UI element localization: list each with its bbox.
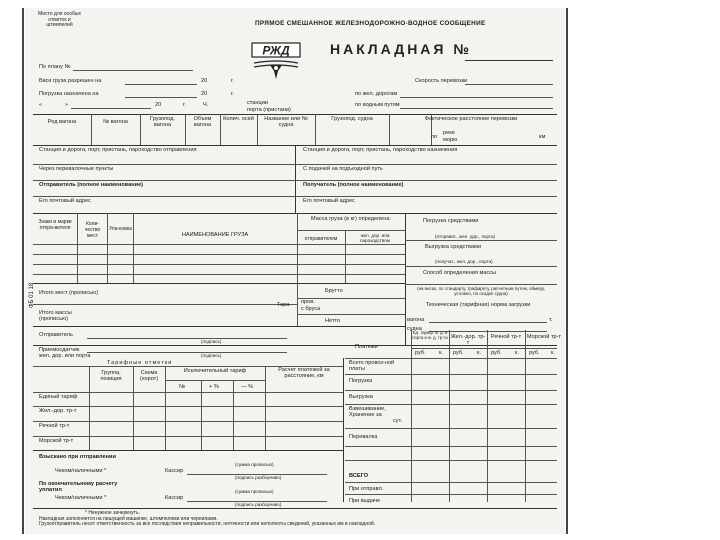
- sender-address: Его почтовый адрес: [39, 198, 91, 204]
- tariff-row-sea: Морской тр-т: [39, 438, 74, 444]
- tariff-col-div: [89, 366, 90, 450]
- tariff-col-div: [265, 366, 266, 450]
- tariff-marks-title: Тарифные отметки: [107, 360, 173, 366]
- cargo-row-line: [33, 264, 405, 265]
- receiver-label: Получатель (полное наименование): [303, 182, 404, 188]
- sender-label: Отправитель (полное наименование): [39, 182, 144, 188]
- transfer-points: Через перевалочные пункты: [39, 166, 114, 172]
- siding: С подачей на подъездной путь: [303, 166, 383, 172]
- wagon-norm-line: [429, 322, 547, 323]
- unloading-fee: Выгрузка: [349, 394, 373, 400]
- cargo-permitted-line: [125, 84, 197, 85]
- year-3: 20: [155, 102, 162, 108]
- tariff-pay-divider: [343, 358, 344, 502]
- corner-note: Место для особых отметок и штемпелей: [38, 11, 81, 29]
- cargo-col-div: [405, 213, 406, 345]
- header-vessel-name: Название или № судна: [264, 116, 308, 129]
- cargo-rows-bottom: [33, 283, 405, 284]
- cargo-header-bottom: [33, 244, 405, 245]
- route-bottom-line: [33, 213, 557, 214]
- tariff-col-div: [133, 366, 134, 450]
- wagon-col-div: [91, 114, 92, 145]
- pay-row-line: [345, 358, 557, 359]
- document-title: НАКЛАДНАЯ №: [330, 41, 472, 57]
- exc-tariff-line: [165, 380, 265, 381]
- pay-col-div: [487, 330, 488, 502]
- tech-norm: Техническая (тарифная) норма загрузки: [425, 302, 531, 308]
- tariff-row-line: [33, 392, 343, 393]
- col-unified-tariff: Ед. тариф. ж. д. и порта и ж. д. тр-та: [412, 330, 448, 340]
- tariff-col-div: [233, 380, 234, 450]
- final-payment: По окончательному расчету уплатил: [39, 481, 118, 494]
- loading-line: [405, 240, 557, 241]
- mass-sender: отправителем: [304, 236, 338, 242]
- year-1: 20: [201, 78, 208, 84]
- tariff-bottom: [33, 450, 343, 451]
- signature-hint-2: (подпись разборчиво): [235, 502, 282, 507]
- plus-pct-col: + %: [209, 384, 219, 390]
- rivers-label: реке: [443, 130, 455, 136]
- tare-line: [297, 314, 405, 315]
- tariff-row-line: [33, 406, 343, 407]
- receiver-sign: Приемосдатчик: [39, 347, 80, 353]
- route-divider: [295, 145, 296, 213]
- cargo-col-div: [345, 230, 346, 283]
- footnote-1: * Ненужное зачеркнуть.: [85, 510, 140, 516]
- loading-by-sub: (отправит., жел. дор., порта): [435, 234, 496, 239]
- year-suffix-2: г.: [231, 91, 234, 97]
- sea-label: морю: [443, 137, 458, 143]
- mass-rail: жел. дор. или пароходством: [360, 233, 390, 243]
- quote-open: «: [39, 102, 43, 108]
- pay-row-line: [345, 428, 557, 429]
- by-water-label: по водным путям: [355, 102, 400, 108]
- col-marks: Знаки и марки отпра-вителя: [38, 219, 72, 231]
- wagon-table-top: [33, 114, 557, 115]
- year-suffix-1: г.: [231, 78, 234, 84]
- date-line: [71, 108, 151, 109]
- gross: Брутто: [325, 288, 343, 294]
- rail-port-label: жел. дор. или порта: [39, 353, 91, 359]
- wagon-col-div: [257, 114, 258, 145]
- rzd-logo: [250, 41, 312, 83]
- col-pack: Упа-ковка: [109, 226, 132, 232]
- rub-label: руб.: [491, 350, 502, 356]
- kop-label: к.: [515, 350, 520, 356]
- grand-total: ВСЕГО: [349, 473, 369, 479]
- totals-row-line: [33, 304, 297, 305]
- loading-assigned-label: Погрузка назначена на: [39, 91, 99, 97]
- form-code-stamp: ФБ 01 18: [29, 282, 35, 308]
- kop-label: к.: [477, 350, 482, 356]
- refund-sending: Взыскано при отправлении: [39, 454, 116, 460]
- col-rail-transit: Жел.-дор. тр-т: [450, 334, 486, 347]
- pay-row-line: [345, 404, 557, 405]
- sum-hint-1: (сумма прописью): [235, 462, 274, 467]
- tariff-row-line: [33, 421, 343, 422]
- receipt-1: Чеком/наличными *: [55, 468, 107, 474]
- unloading-by-sub: (получат., жел. дор., порта): [435, 259, 493, 264]
- by-water-line: [400, 108, 553, 109]
- cargo-col-div: [107, 213, 108, 283]
- total-mass: Итого массы (прописью): [39, 310, 72, 323]
- mass-method-sub: (на весах, по стандарту, трафарету, расчетным путем, обмеру, условно, по осадке судна): [417, 286, 545, 296]
- payments-label: Платежи: [355, 344, 378, 350]
- by-rail-line: [400, 97, 553, 98]
- year-2: 20: [201, 91, 208, 97]
- pay-row-line: [345, 374, 557, 375]
- sender-sign-line: [87, 338, 287, 339]
- days-label: сут.: [393, 418, 403, 424]
- vessel-label: судна: [407, 326, 422, 332]
- cashier-2: Кассир: [165, 495, 184, 501]
- kop-label: к.: [439, 350, 444, 356]
- year-suffix-3: г.: [183, 102, 186, 108]
- destination-station: Станция и дорога, порт, пристань, пароходство назначения: [303, 147, 458, 153]
- total-places: Итого мест (прописью): [39, 290, 99, 296]
- totals-bottom: [33, 326, 405, 327]
- cargo-row-line: [33, 254, 405, 255]
- footnote-2: Накладная заполняется на пишущей машинке, штемпелями или чернилами.: [39, 516, 218, 522]
- mass-method: Способ определения массы: [423, 270, 497, 276]
- receiver-sign-line: [87, 352, 287, 353]
- header-wagon-volume: Объем вагона: [193, 116, 212, 129]
- cargo-permitted-label: Ввоз груза разрешен на: [39, 78, 102, 84]
- unloading-line: [405, 266, 557, 267]
- cargo-col-div: [133, 213, 134, 283]
- scheme: Схема (хорот): [139, 370, 159, 383]
- footnote-3: Грузоотправитель несет ответственность за все последствия неправильности, неточности или неполноты сведений, указанных им в накладной.: [39, 521, 376, 527]
- total-freight: Всего провоз-ной платы: [349, 360, 395, 373]
- header-actual-distance: Фактическое расстояние перевозки: [424, 116, 518, 122]
- pay-col-div: [411, 330, 412, 502]
- route-row-line: [33, 164, 557, 165]
- col-river-transit: Речной тр-т: [490, 334, 522, 340]
- waybill-form: [25, 8, 565, 534]
- sender-sign: Отправитель: [39, 332, 73, 338]
- by-plan-line: [73, 70, 193, 71]
- col-cargo-name: НАИМЕНОВАНИЕ ГРУЗА: [181, 232, 249, 238]
- tariff-row-river: Речной тр-т: [39, 423, 70, 429]
- pay-row-line: [345, 446, 557, 447]
- wagon-col-div: [389, 114, 390, 145]
- loading-by: Погрузка средствами: [423, 218, 479, 224]
- speed-line: [465, 84, 553, 85]
- signature-hint: (подпись): [201, 353, 222, 358]
- left-border: [22, 8, 24, 534]
- ton-unit: т.: [549, 317, 553, 323]
- tariff-row-line: [33, 436, 343, 437]
- pay-row-line: [345, 494, 557, 495]
- tare: Тара: [277, 302, 290, 308]
- col-sea-transit: Морской тр-т: [526, 334, 562, 340]
- wagon-col-div: [315, 114, 316, 145]
- right-border: [566, 8, 568, 534]
- tare-stencil: с бруса: [301, 306, 321, 312]
- rub-label: руб.: [453, 350, 464, 356]
- tariff-col-div: [201, 380, 202, 450]
- port-label: порта (пристани): [247, 107, 291, 113]
- pay-col-div: [525, 330, 526, 502]
- departure-station: Станция и дорога, порт, пристань, пароходство отправления: [39, 147, 197, 153]
- route-row-line: [33, 196, 557, 197]
- exceptional-tariff: Исключительный тариф: [183, 368, 247, 374]
- rzd-logo-icon: [250, 41, 312, 83]
- speed-label: Скорость перевозки: [415, 78, 468, 84]
- kop-label: к.: [551, 350, 556, 356]
- signature-hint: (подпись): [201, 339, 222, 344]
- loading-assigned-line: [125, 97, 197, 98]
- group-position: Группа, позиция: [100, 370, 122, 383]
- loading-fee: Погрузка: [349, 378, 373, 384]
- route-row-line: [33, 180, 557, 181]
- pay-col-div: [449, 330, 450, 502]
- waybill-number-line: [465, 60, 553, 61]
- header-wagon-number: № вагона: [103, 119, 128, 125]
- by-rail-label: по жел. дорогам: [355, 91, 398, 97]
- receiver-address: Его почтовый адрес: [303, 198, 355, 204]
- by-plan-label: По плану №: [39, 64, 71, 70]
- cashier-1: Кассир: [165, 468, 184, 474]
- by-label: по: [431, 134, 438, 140]
- on-issue: При выдаче: [349, 498, 381, 504]
- minus-pct-col: — %: [241, 384, 254, 390]
- reloading-fee: Перевалка: [349, 434, 378, 440]
- cargo-col-div: [77, 213, 78, 283]
- km-label: км: [539, 134, 546, 140]
- on-send: При отправл.: [349, 486, 384, 492]
- signature-hint-1: (подпись разборчиво): [235, 475, 282, 480]
- logo-text: РЖД: [262, 43, 290, 58]
- tariff-row-unified: Единый тариф: [39, 394, 78, 400]
- tare-checked: пров.: [301, 299, 315, 305]
- pay-header-line: [411, 348, 557, 349]
- wagon-label: вагона: [407, 317, 425, 323]
- mass-method-line: [405, 284, 557, 285]
- mass-sub-line: [297, 230, 405, 231]
- mass-title: Масса груза (в кг) определена:: [310, 216, 392, 222]
- pay-row-line: [345, 390, 557, 391]
- quote-close: »: [65, 102, 69, 108]
- cargo-row-line: [33, 274, 405, 275]
- storage-fee: Взвешивание, Хранение за: [349, 406, 386, 419]
- header-vessel-capacity: Грузопод. судна: [331, 116, 373, 122]
- rub-label: руб.: [529, 350, 540, 356]
- sum-hint-2: (сумма прописью): [235, 489, 274, 494]
- header-wagon-capacity: Грузопод. вагона: [149, 116, 175, 129]
- pay-row-line: [345, 482, 557, 483]
- col-places: Коли-чество мест: [84, 221, 101, 239]
- hour-label: Ч.: [203, 102, 209, 108]
- unloading-by: Выгрузка средствами: [425, 244, 481, 250]
- receipt-2: Чеком/наличными *: [55, 495, 107, 501]
- tariff-col-div: [165, 366, 166, 450]
- header-axles: Колич. осей: [223, 116, 254, 122]
- tariff-row-rail: Жел.-дор. тр-т: [39, 408, 77, 414]
- wagon-col-div: [185, 114, 186, 145]
- num-col: №: [179, 384, 186, 390]
- distance-calc: Расчет платежей за расстояние, км: [278, 367, 330, 380]
- document-subtitle: ПРЯМОЕ СМЕШАННОЕ ЖЕЛЕЗНОДОРОЖНО-ВОДНОЕ СООБЩЕНИЕ: [255, 20, 486, 27]
- net: Нетто: [325, 318, 341, 324]
- header-wagon-type: Род вагона: [47, 119, 77, 125]
- wagon-col-div: [140, 114, 141, 145]
- pay-row-line: [345, 460, 557, 461]
- wagon-col-div: [220, 114, 221, 145]
- station-label: станции: [247, 100, 268, 106]
- footnote-top: [33, 508, 557, 509]
- rub-label: руб.: [415, 350, 426, 356]
